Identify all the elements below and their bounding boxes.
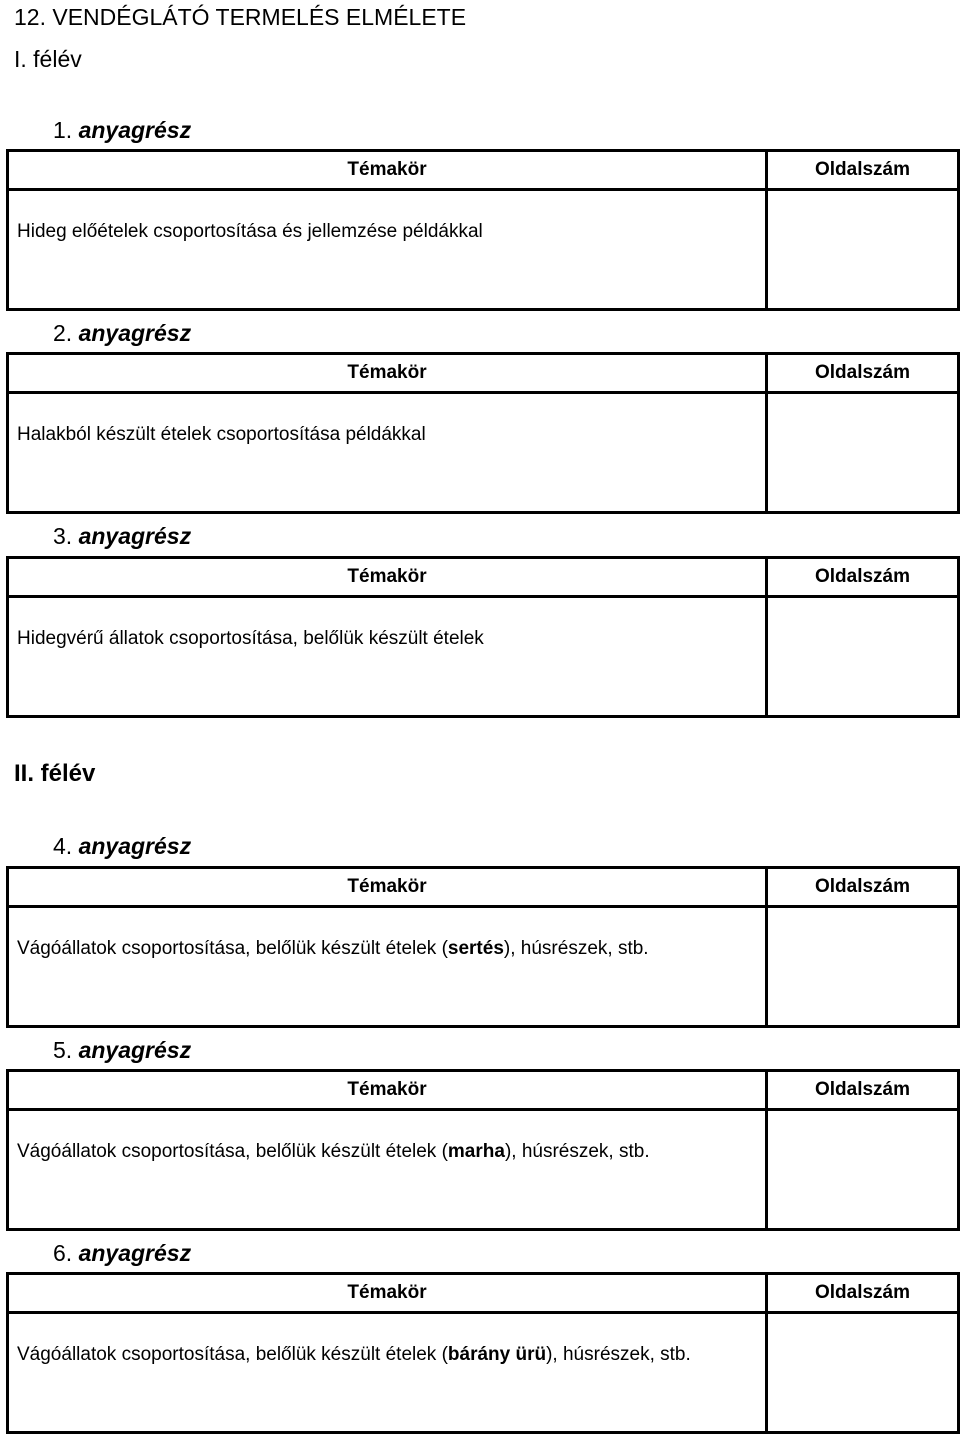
semester-2-heading: II. félév xyxy=(14,760,96,787)
animal-type: bárány ürü xyxy=(447,1343,547,1365)
topic-column-header: Témakör xyxy=(8,151,767,190)
section-label: anyagrész xyxy=(78,833,192,859)
section-3-heading xyxy=(53,521,191,551)
topic-column-header: Témakör xyxy=(8,354,767,393)
topic-column-header: Témakör xyxy=(8,1071,767,1110)
page-column-header: Oldalszám xyxy=(767,354,959,393)
page-number-cell[interactable] xyxy=(767,1313,959,1433)
topic-text xyxy=(9,938,765,960)
section-number: 4. xyxy=(53,833,73,859)
topic-cell[interactable] xyxy=(8,190,767,310)
topic-text xyxy=(9,1344,765,1366)
section-number: 3. xyxy=(53,523,73,549)
topic-text: Hidegvérű állatok csoportosítása, belőlük készült ételek xyxy=(17,627,484,649)
document-title: 12. VENDÉGLÁTÓ TERMELÉS ELMÉLETE xyxy=(14,4,467,30)
page-number-cell[interactable] xyxy=(767,907,959,1027)
section-label: anyagrész xyxy=(78,1037,192,1063)
topic-text-pre: Vágóállatok csoportosítása, belőlük készült ételek ( xyxy=(17,1343,448,1365)
section-4-table xyxy=(6,866,960,1028)
section-5-table xyxy=(6,1069,960,1231)
section-2-table xyxy=(6,352,960,514)
section-label: anyagrész xyxy=(78,320,192,346)
section-number: 5. xyxy=(53,1037,73,1063)
topic-text-pre: Vágóállatok csoportosítása, belőlük készült ételek ( xyxy=(17,1140,448,1162)
section-6-heading xyxy=(53,1238,191,1268)
section-6-table xyxy=(6,1272,960,1434)
page-column-header: Oldalszám xyxy=(767,151,959,190)
section-label: anyagrész xyxy=(78,523,192,549)
page-number-cell[interactable] xyxy=(767,393,959,513)
topic-text-post: ), húsrészek, stb. xyxy=(503,937,649,959)
section-number: 2. xyxy=(53,320,73,346)
page-column-header: Oldalszám xyxy=(767,558,959,597)
page-number-cell[interactable] xyxy=(767,190,959,310)
topic-text: Halakból készült ételek csoportosítása példákkal xyxy=(17,423,426,445)
page-number-cell[interactable] xyxy=(767,597,959,717)
section-5-heading xyxy=(53,1035,191,1065)
topic-cell[interactable] xyxy=(8,1110,767,1230)
section-3-table xyxy=(6,556,960,718)
topic-text: Hideg előételek csoportosítása és jellemzése példákkal xyxy=(17,220,483,242)
topic-cell[interactable] xyxy=(8,1313,767,1433)
section-label: anyagrész xyxy=(78,1240,192,1266)
section-1-table xyxy=(6,149,960,311)
section-number: 1. xyxy=(53,117,73,143)
section-number: 6. xyxy=(53,1240,73,1266)
animal-type: sertés xyxy=(447,937,504,959)
section-1-heading xyxy=(53,115,191,145)
topic-text-post: ), húsrészek, stb. xyxy=(546,1343,691,1365)
topic-cell[interactable] xyxy=(8,393,767,513)
section-label: anyagrész xyxy=(78,117,192,143)
page-number-cell[interactable] xyxy=(767,1110,959,1230)
semester-1-heading: I. félév xyxy=(14,46,82,72)
topic-cell[interactable] xyxy=(8,597,767,717)
topic-column-header: Témakör xyxy=(8,1274,767,1313)
topic-cell[interactable] xyxy=(8,907,767,1027)
page-column-header: Oldalszám xyxy=(767,1071,959,1110)
page-column-header: Oldalszám xyxy=(767,1274,959,1313)
topic-text-pre: Vágóállatok csoportosítása, belőlük készült ételek ( xyxy=(17,937,448,959)
page-column-header: Oldalszám xyxy=(767,868,959,907)
topic-text-post: ), húsrészek, stb. xyxy=(504,1140,650,1162)
topic-column-header: Témakör xyxy=(8,558,767,597)
section-2-heading xyxy=(53,318,191,348)
section-4-heading xyxy=(53,831,191,861)
animal-type: marha xyxy=(447,1140,505,1162)
topic-column-header: Témakör xyxy=(8,868,767,907)
topic-text xyxy=(9,1141,765,1163)
